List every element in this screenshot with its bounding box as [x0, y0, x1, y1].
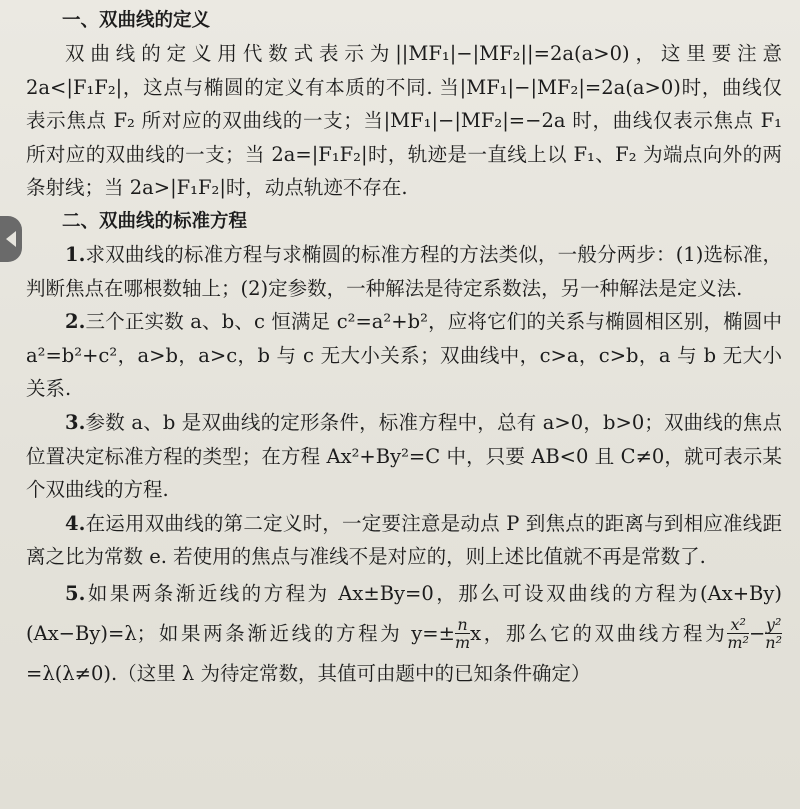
item-text: 在运用双曲线的第二定义时，一定要注意是动点 P 到焦点的距离与到相应准线距离之比为常数 e. 若使用的焦点与准线不是对应的，则上述比值就不再是常数了. — [26, 511, 782, 569]
item-text: 三个正实数 a、b、c 恒满足 c²=a²+b²，应将它们的关系与椭圆相区别，椭圆中 a²=b²+c²，a>b，a>c，b 与 c 无大小关系；双曲线中，c>a，c>b，a 与 b 无大小关系. — [26, 310, 782, 401]
item-number: 1. — [65, 242, 86, 266]
fraction-x2-over-m2 — [727, 617, 749, 651]
list-item — [26, 574, 782, 694]
item-number: 5. — [65, 581, 86, 605]
item-number: 2. — [65, 310, 86, 334]
page-tab-marker — [0, 216, 22, 262]
item-number: 4. — [65, 511, 86, 535]
minus-sign: − — [748, 621, 766, 645]
fraction-denominator: m² — [727, 633, 749, 653]
item-text: 求双曲线的标准方程与求椭圆的标准方程的方法类似，一般分两步：(1)选标准，判断焦点在哪根数轴上；(2)定参数，一种解法是待定系数法，另一种解法是定义法. — [26, 242, 782, 300]
list-item — [26, 507, 782, 574]
item-text: 参数 a、b 是双曲线的定形条件，标准方程中，总有 a>0，b>0；双曲线的焦点位置决定标准方程的类型；在方程 Ax²+By²=C 中，只要 AB<0 且 C≠0，就可表示某个双曲线的方程. — [26, 410, 782, 502]
fraction-denominator: n² — [765, 633, 783, 653]
item-text: =λ(λ≠0).（这里 λ 为待定常数，其值可由题中的已知条件确定） — [26, 661, 591, 685]
fraction-numerator: n — [457, 615, 468, 635]
fraction-numerator: y² — [765, 615, 782, 635]
page-content — [26, 4, 782, 694]
fraction-n-over-m — [455, 617, 470, 651]
fraction-numerator: x² — [730, 615, 746, 635]
definition-paragraph: 双曲线的定义用代数式表示为||MF₁|−|MF₂||=2a(a>0)，这里要注意 2a<|F₁F₂|，这点与椭圆的定义有本质的不同. 当|MF₁|−|MF₂|=2a(a>0)时，曲线仅表示焦点 F₂ 所对应的双曲线的一支；当|MF₁|−|MF₂|=−2a 时，曲线仅表示焦点 F₁ 所对应的双曲线的一支；当 2a=|F₁F₂|时，轨迹是一直线上以 F₁、F₂ 为端点向外的两条射线；当 2a>|F₁F₂|时，动点轨迹不存在. — [26, 42, 782, 200]
item-text: 如果两条渐近线的方程为 Ax±By=0，那么可设双曲线的方程为(Ax+By)(Ax−By)=λ；如果两条渐近线的方程为 y=± — [26, 581, 782, 645]
list-item — [26, 406, 782, 507]
section-heading-definition: 一、双曲线的定义 — [62, 10, 211, 31]
list-item — [26, 305, 782, 406]
item-text: x，那么它的双曲线方程为 — [470, 621, 728, 645]
list-item — [26, 238, 782, 305]
fraction-y2-over-n2 — [765, 617, 782, 651]
section-heading-standard-equation: 二、双曲线的标准方程 — [62, 210, 248, 232]
item-number: 3. — [65, 410, 86, 434]
fraction-denominator: m — [454, 633, 471, 653]
